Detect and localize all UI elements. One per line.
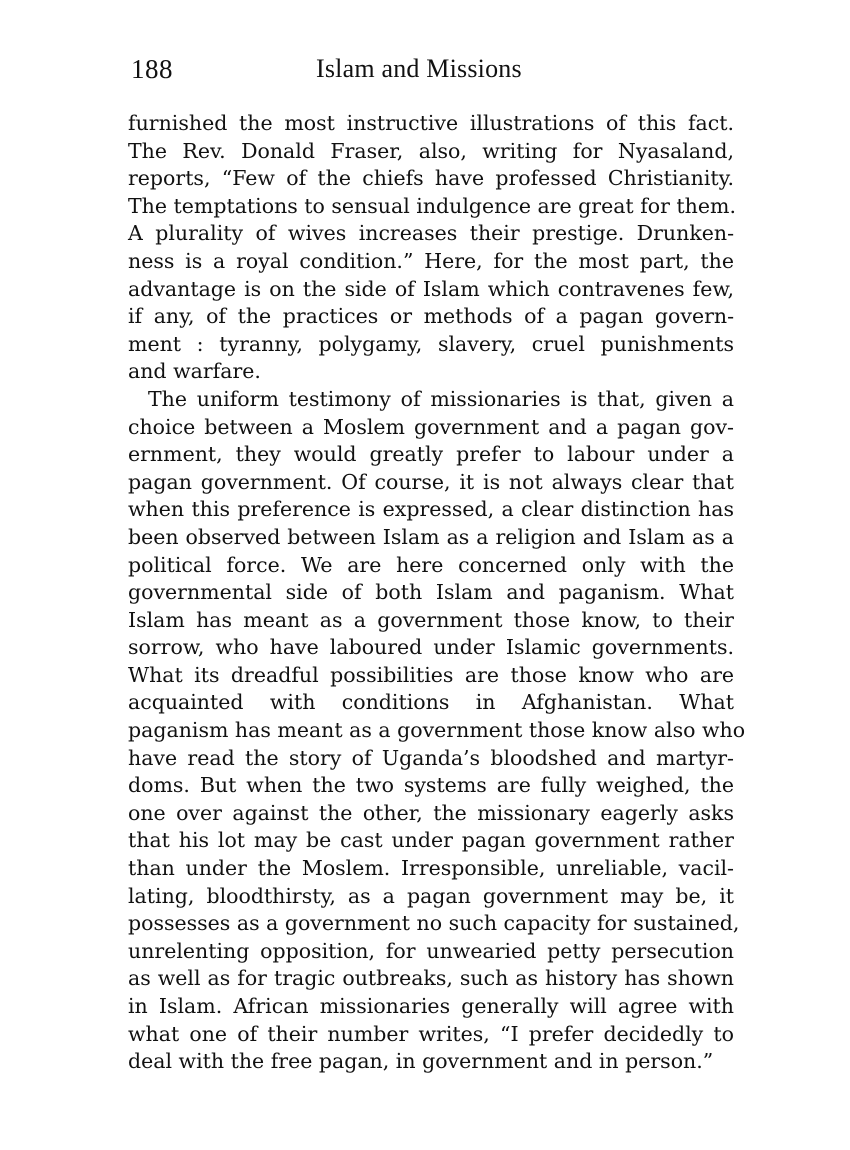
text-line: if any, of the practices or methods of a pagan govern-	[128, 304, 734, 329]
text-line: advantage is on the side of Islam which contravenes few,	[128, 276, 734, 301]
text-line: than under the Moslem. Irresponsible, unreliable, vacil-	[128, 856, 734, 881]
text-line: been observed between Islam as a religion and Islam as a	[128, 524, 734, 549]
text-line: doms. But when the two systems are fully weighed, the	[128, 773, 734, 798]
text-line: and warfare.	[128, 359, 261, 384]
text-line: possesses as a government no such capacity for sustained,	[128, 911, 740, 936]
text-line: what one of their number writes, “I prefer decidedly to	[128, 1021, 734, 1046]
text-line: ment : tyranny, polygamy, slavery, cruel punishments	[128, 331, 734, 356]
text-line: have read the story of Uganda’s bloodshed and martyr-	[128, 745, 734, 770]
text-line: sorrow, who have laboured under Islamic governments.	[128, 635, 734, 660]
page-number: 188	[131, 54, 173, 84]
body-text	[128, 110, 746, 1076]
text-line: pagan government. Of course, it is not always clear that	[128, 469, 734, 494]
text-line: deal with the free pagan, in government and in person.”	[128, 1049, 714, 1074]
text-line: one over against the other, the missionary eagerly asks	[128, 800, 734, 825]
text-line: furnished the most instructive illustrations of this fact.	[128, 111, 734, 135]
text-line: when this preference is expressed, a clear distinction has	[128, 497, 734, 522]
text-line: The temptations to sensual indulgence are great for them.	[128, 193, 736, 218]
page-header	[131, 52, 731, 92]
text-line: that his lot may be cast under pagan government rather	[128, 828, 734, 853]
text-line: The uniform testimony of missionaries is that, given a	[148, 386, 734, 411]
text-line: The Rev. Donald Fraser, also, writing for Nyasaland,	[128, 138, 734, 163]
text-line: A plurality of wives increases their prestige. Drunken-	[128, 221, 734, 246]
text-line: unrelenting opposition, for unwearied petty persecution	[128, 938, 734, 963]
text-line: choice between a Moslem government and a pagan gov-	[128, 414, 734, 439]
text-line: reports, “Few of the chiefs have professed Christianity.	[128, 166, 734, 191]
text-line: paganism has meant as a government those know also who	[128, 718, 746, 743]
text-line: acquainted with conditions in Afghanistan. What	[128, 690, 734, 715]
text-line: What its dreadful possibilities are those know who are	[128, 662, 734, 687]
running-title: Islam and Missions	[316, 54, 522, 83]
text-line: in Islam. African missionaries generally will agree with	[128, 994, 734, 1018]
text-line: lating, bloodthirsty, as a pagan government may be, it	[128, 883, 734, 908]
text-line: governmental side of both Islam and paganism. What	[128, 580, 734, 605]
text-line: as well as for tragic outbreaks, such as history has shown	[128, 966, 734, 991]
text-line: ness is a royal condition.” Here, for the most part, the	[128, 248, 734, 273]
text-line: ernment, they would greatly prefer to labour under a	[128, 442, 734, 467]
text-line: political force. We are here concerned only with the	[128, 552, 734, 577]
text-line: Islam has meant as a government those know, to their	[128, 607, 734, 632]
